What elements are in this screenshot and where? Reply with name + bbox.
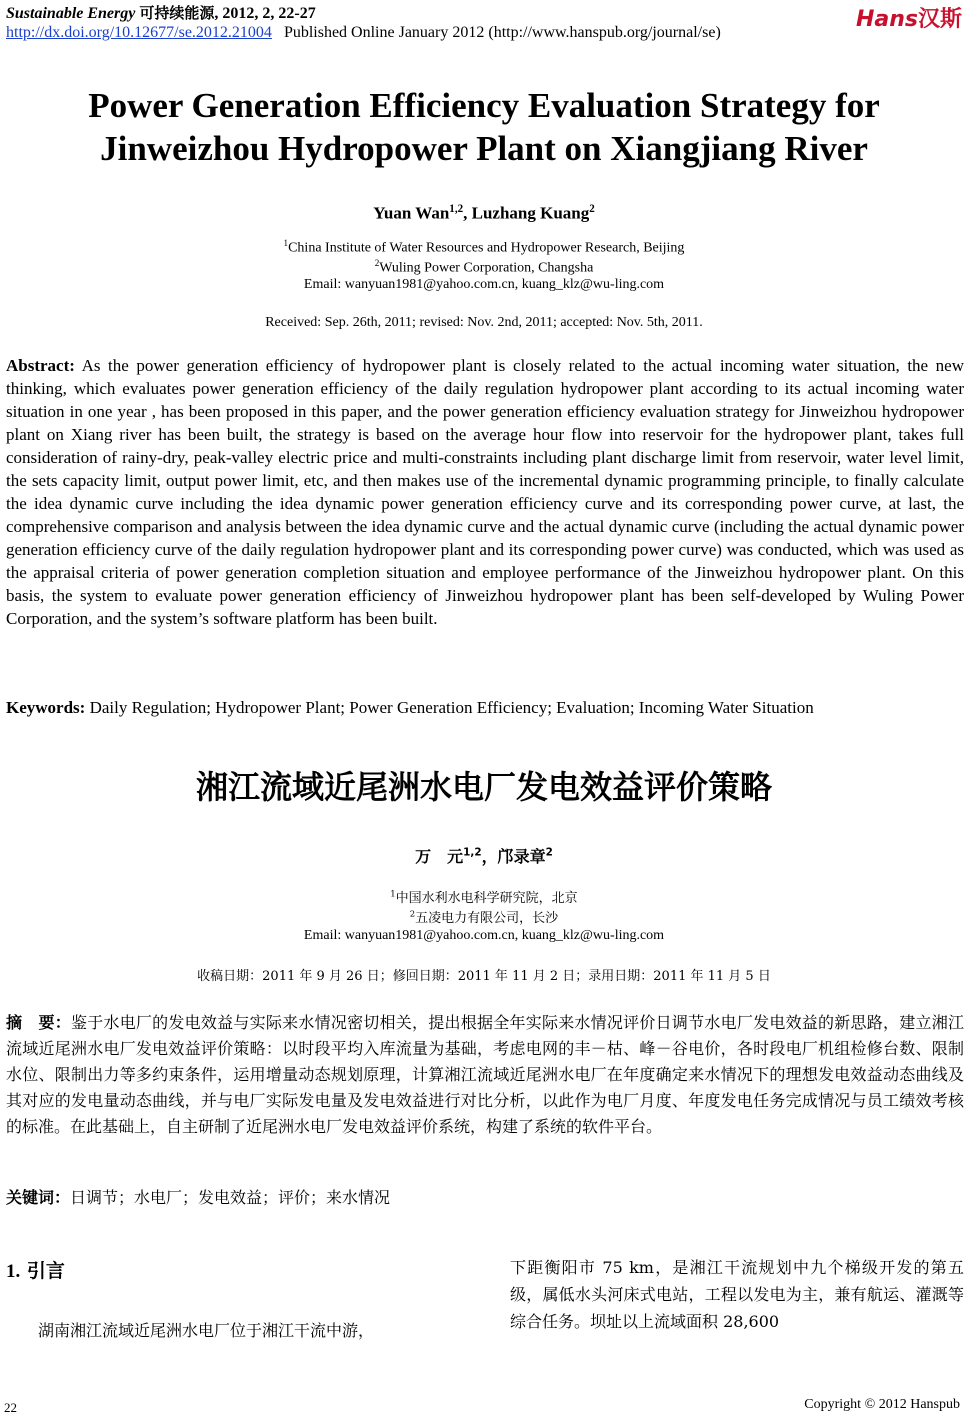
page-number: 22	[4, 1400, 17, 1415]
journal-name	[6, 2, 316, 23]
abstract-cn-text: 鉴于水电厂的发电效益与实际来水情况密切相关，提出根据全年实际来水情况评价日调节水电厂发电效益的新思路，建立湘江流域近尾洲水电厂发电效益评价策略：以时段平均入库流量为基础，考虑电网的丰－枯、峰－谷电价，各时段电厂机组检修台数、限制水位、限制出力等多约束条件，运用增量动态规划原理，计算湘江流域近尾洲水电厂在年度确定来水情况下的理想发电效益动态曲线及其对应的发电量动态曲线，并与电厂实际发电量及发电效益进行对比分析，以此作为电厂月度、年度发电任务完成情况与员工绩效考核的标准。在此基础上，自主研制了近尾洲水电厂发电效益评价系统，构建了系统的软件平台。	[6, 1013, 964, 1136]
affil-2-text: Wuling Power Corporation, Changsha	[379, 260, 594, 276]
author-cn-1-sup: 1,2	[463, 846, 482, 859]
affiliation-cn-2	[0, 907, 968, 926]
journal-issue: , 2012, 2, 22-27	[214, 5, 316, 22]
abstract-cn	[6, 1010, 964, 1140]
doi-link[interactable]: http://dx.doi.org/10.12677/se.2012.21004	[6, 24, 272, 41]
author-1: Yuan Wan	[373, 203, 450, 223]
authors-cn	[0, 844, 968, 867]
section-1-number: 1.	[6, 1261, 21, 1282]
title-line-2: Jinweizhou Hydropower Plant on Xiangjiang River	[100, 129, 868, 168]
dates-cn: 收稿日期：2011 年 9 月 26 日；修回日期：2011 年 11 月 2 日；录用日期：2011 年 11 月 5 日	[197, 969, 771, 984]
title-line-1: Power Generation Efficiency Evaluation Strategy for	[88, 86, 880, 125]
paper-title	[0, 84, 968, 170]
paper-title-cn: 湘江流域近尾洲水电厂发电效益评价策略	[195, 768, 772, 806]
keywords-text: Daily Regulation; Hydropower Plant; Power Generation Efficiency; Evaluation; Incoming Water Situation	[85, 698, 814, 717]
author-sep: ,	[463, 203, 472, 223]
section-1-title: 引言	[26, 1260, 65, 1282]
hans-logo	[856, 2, 962, 33]
affil-cn-1-sup: 1	[390, 888, 396, 899]
body-left-column: 湖南湘江流域近尾洲水电厂位于湘江干流中游，	[38, 1321, 375, 1340]
abstract-label: Abstract:	[6, 356, 75, 375]
author-2: Luzhang Kuang	[471, 203, 590, 223]
abstract-en	[6, 354, 964, 630]
author-cn-sep: ，	[481, 847, 498, 866]
author-cn-1: 万 元	[415, 847, 464, 866]
affil-cn-1-text: 中国水利水电科学研究院，北京	[395, 891, 578, 906]
author-2-sup: 2	[589, 203, 595, 215]
affil-cn-2-sup: 2	[409, 908, 416, 919]
keywords-cn	[6, 1185, 964, 1211]
received-dates: Received: Sep. 26th, 2011; revised: Nov. 2nd, 2011; accepted: Nov. 5th, 2011.	[265, 315, 703, 330]
author-cn-2: 邝录章	[497, 847, 546, 866]
email-en: Email: wanyuan1981@yahoo.com.cn, kuang_klz@wu-ling.com	[303, 277, 665, 292]
affiliation-2	[0, 258, 968, 277]
authors-en	[0, 203, 968, 224]
affil-2-sup: 2	[374, 258, 380, 268]
doi-line	[6, 24, 721, 42]
published-info: Published Online January 2012 (http://www.hanspub.org/journal/se)	[283, 24, 721, 41]
affil-1-sup: 1	[283, 238, 289, 248]
copyright: Copyright © 2012 Hanspub	[804, 1397, 960, 1412]
author-1-sup: 1,2	[449, 203, 464, 215]
email-cn: Email: wanyuan1981@yahoo.com.cn, kuang_klz@wu-ling.com	[303, 928, 665, 943]
keywords-cn-label: 关键词：	[6, 1188, 71, 1207]
abstract-text: As the power generation efficiency of hydropower plant is closely related to the actual incoming water situation, the new thinking, which evaluates power generation efficiency of the daily regulation hydropower plant according to its actual incoming water situation in one year , has been proposed in this paper, and the power generation efficiency evaluation strategy for Jinweizhou hydropower plant on Xiang river has been built, the strategy is based on the average hour flow into reservoir for the hydropower plant, takes full consideration of rainy-dry, peak-valley electric price and multi-constraints including plant discharge limit from reservoir, water level limit, the sets capacity limit, output power limit, etc, and then makes use of the incremental dynamic programming principle, to finally calculate the idea dynamic curve including the idea dynamic power generation efficiency curve and its corresponding power curve, at last, the comprehensive comparison and analysis between the idea dynamic curve and the actual dynamic curve (including the actual dynamic power generation efficiency curve of the daily regulation hydropower plant and its corresponding power curve) was conducted, which was used as the appraisal criteria of power generation completion situation and employee performance of the Jinweizhou hydropower plant. On this basis, the system to evaluate power generation efficiency of Jinweizhou hydropower plant has been self-developed by Wuling Power Corporation, and the system’s software platform has been built.	[6, 356, 964, 628]
body-right-column: 下距衡阳市 75 km，是湘江干流规划中九个梯级开发的第五级，属低水头河床式电站，工程以发电为主，兼有航运、灌溉等综合任务。坝址以上流域面积 28,600	[510, 1258, 964, 1331]
affiliation-cn-1	[0, 887, 968, 906]
affil-1-text: China Institute of Water Resources and Hydropower Research, Beijing	[288, 240, 685, 256]
affil-cn-2-text: 五凌电力有限公司，长沙	[415, 911, 559, 926]
abstract-cn-label: 摘 要：	[6, 1013, 71, 1032]
logo-cn: 汉斯	[917, 7, 962, 32]
journal-cn: 可持续能源	[139, 4, 215, 22]
affiliation-1	[0, 238, 968, 257]
keywords-en	[6, 696, 964, 719]
section-1-heading	[6, 1256, 65, 1283]
keywords-cn-text: 日调节；水电厂；发电效益；评价；来水情况	[70, 1188, 391, 1207]
journal-en: Sustainable Energy	[6, 5, 136, 22]
author-cn-2-sup: 2	[545, 846, 553, 859]
logo-en: Hans	[855, 7, 918, 32]
keywords-label: Keywords:	[6, 698, 86, 717]
